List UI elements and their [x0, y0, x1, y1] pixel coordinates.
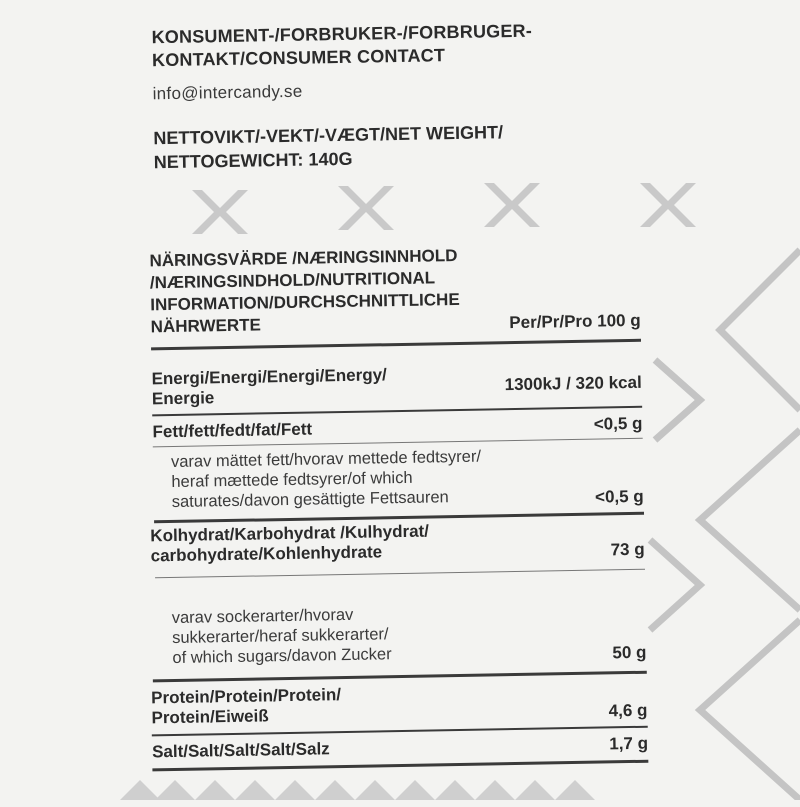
- nutrition-row-protein: [151, 680, 648, 729]
- saturates-label-line1: varav mättet fett/hvorav mettede fedtsyrer/: [170, 447, 482, 472]
- sugars-label-line3: of which sugars/davon Zucker: [172, 645, 392, 668]
- protein-value: 4,6 g: [608, 700, 648, 721]
- carbohydrate-label-line1: Kolhydrat/Karbohydrat /Kulhydrat/: [150, 521, 430, 546]
- nutrition-row-carbohydrate: [150, 518, 645, 567]
- protein-label-line2: Protein/Eiweiß: [151, 706, 269, 728]
- row-divider: [155, 569, 645, 579]
- nutrition-row-salt: [152, 734, 648, 763]
- nutrition-row-saturates: [171, 444, 644, 512]
- consumer-contact-heading-line2: KONTAKT/CONSUMER CONTACT: [151, 45, 446, 71]
- net-weight: [153, 120, 503, 174]
- net-weight-line2: NETTOGEWICHT: 140G: [153, 148, 353, 173]
- carbohydrate-value: 73 g: [610, 539, 645, 560]
- sugars-value: 50 g: [612, 642, 647, 663]
- saturates-label-line2: heraf mættede fedtsyrer/of which: [171, 468, 413, 492]
- saturates-label-line3: saturates/davon gesättigte Fettsauren: [171, 488, 449, 511]
- nutrition-heading-line3: INFORMATION/DURCHSCHNITTLICHE: [150, 289, 460, 315]
- net-weight-line1: NETTOVIKT/-VEKT/-VÆGT/NET WEIGHT/: [153, 122, 504, 149]
- nutrition-row-energy: [151, 361, 642, 410]
- energy-value: 1300kJ / 320 kcal: [504, 372, 642, 395]
- saturates-value: <0,5 g: [594, 486, 644, 507]
- energy-label-line1: Energi/Energi/Energi/Energy/: [151, 365, 387, 389]
- nutrition-row-fat: [152, 414, 642, 443]
- nutrition-heading-line4: NÄHRWERTE: [150, 315, 262, 337]
- nutrition-row-sugars: [172, 600, 647, 668]
- contact-email: info@intercandy.se: [152, 81, 303, 104]
- consumer-contact-heading-line1: KONSUMENT-/FORBRUKER-/FORBRUGER-: [151, 20, 533, 48]
- sugars-label-line1: varav sockerarter/hvorav: [171, 605, 354, 628]
- heading-divider: [151, 339, 641, 351]
- salt-label: Salt/Salt/Salt/Salt/Salz: [151, 739, 330, 762]
- carbohydrate-label-line2: carbohydrate/Kohlenhydrate: [150, 542, 383, 566]
- per-100g-label: Per/Pr/Pro 100 g: [509, 310, 641, 333]
- energy-label-line2: Energie: [151, 388, 215, 409]
- fat-label: Fett/fett/fedt/fat/Fett: [152, 419, 313, 442]
- protein-label-line1: Protein/Protein/Protein/: [150, 685, 342, 708]
- nutrition-heading-line1: NÄRINGSVÄRDE /NÆRINGSINNHOLD: [149, 245, 458, 271]
- salt-value: 1,7 g: [609, 733, 649, 754]
- consumer-contact-heading: [151, 20, 532, 73]
- table-bottom-divider: [152, 760, 648, 772]
- sugars-label-line2: sukkerarter/heraf sukkerarter/: [171, 625, 389, 648]
- nutrition-heading-line2: /NÆRINGSINDHOLD/NUTRITIONAL: [149, 268, 436, 293]
- fat-value: <0,5 g: [593, 413, 643, 434]
- nutrition-heading: [149, 243, 570, 338]
